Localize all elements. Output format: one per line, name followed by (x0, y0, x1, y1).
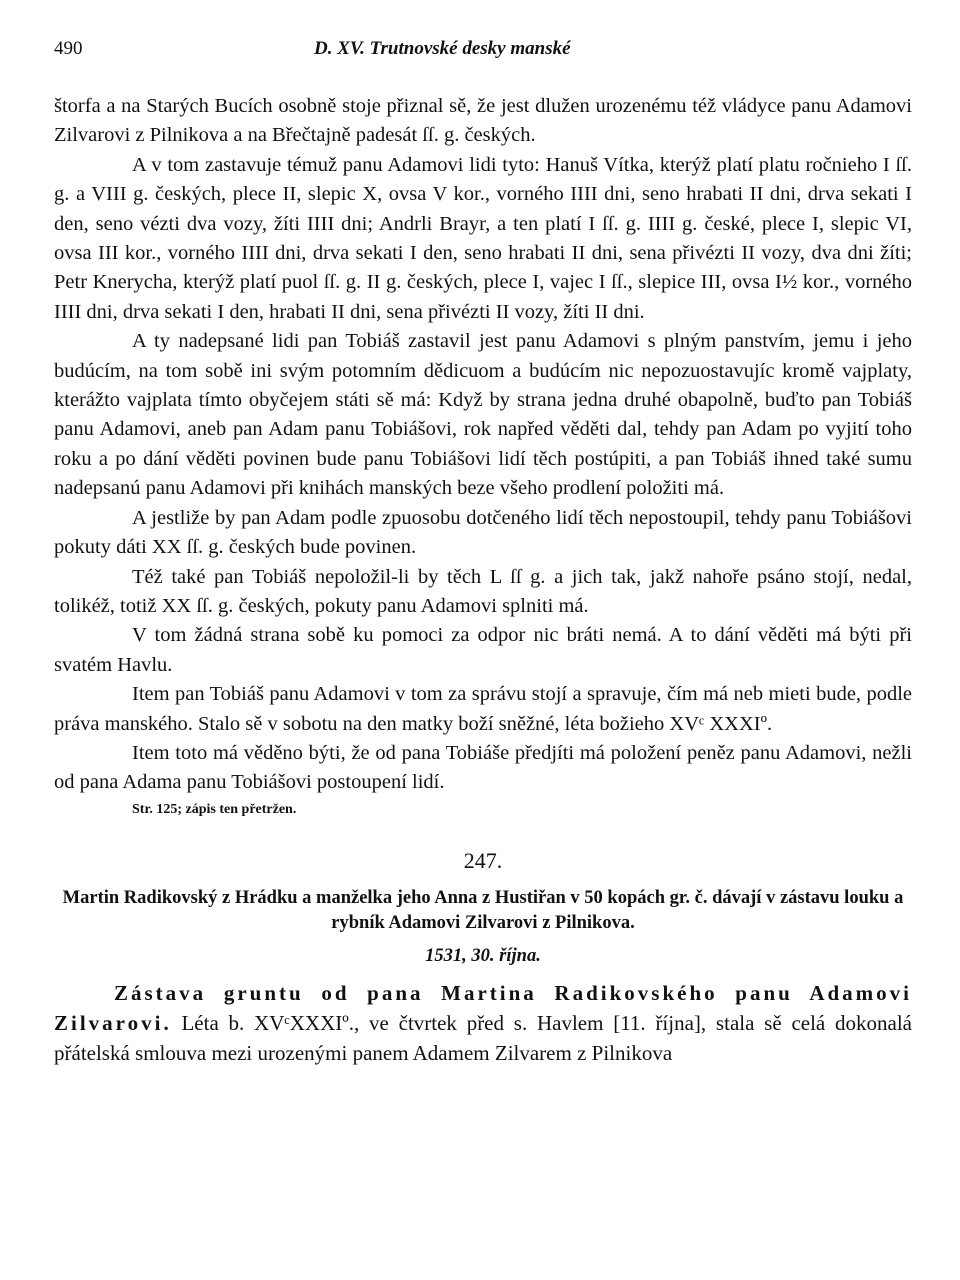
document-regest: Martin Radikovský z Hrádku a manželka jeho Anna z Hustiřan v 50 kopách gr. č. dávají v zástavu louku a rybník Adamovi Zilvarovi z Pilnikova. (62, 887, 904, 933)
page-number: 490 (54, 38, 83, 59)
editorial-note: Str. 125; zápis ten přetržen. (132, 801, 297, 817)
body-text (54, 92, 912, 798)
paragraph: Item toto má věděno býti, že od pana Tobiáše předjíti má položení peněz panu Adamovi, nežli od pana Adama panu Tobiášovi postoupení lidí. (54, 741, 912, 794)
page (54, 38, 912, 1068)
document-text (54, 978, 912, 1068)
running-title: D. XV. Trutnovské desky manské (314, 38, 571, 59)
paragraph: A v tom zastavuje témuž panu Adamovi lidi tyto: Hanuš Vítka, kterýž platí platu ročnieho I ſſ. g. a VIII g. českých, plece II, slepic X, ovsa V kor., vorného IIII dni, seno hrabati II dni, drva sekati I den, seno vézti dva vozy, žíti IIII dni; Andrli Brayr, a ten platí I ſſ. g. IIII g. české, plece I, slepic VI, ovsa III kor., vorného IIII dni, drva sekati I den, seno hrabati II dni, sena přivézti II vozy, dva dni žíti; Petr Knerycha, kterýž platí puol ſſ. g. II g. českých, plece I, vajec I ſſ., slepice III, ovsa I½ kor., vorného IIII dni, drva sekati I den, hrabati II dni, sena přivézti II vozy, žíti II dni. (54, 153, 912, 323)
running-head (54, 38, 912, 70)
paragraph: štorfa a na Starých Bucích osobně stoje přiznal sě, že jest dlužen urozenému též vládyce panu Adamovi Zilvarovi z Pilnikova a na Břečtajně padesát ſſ. g. českých. (54, 95, 912, 147)
paragraph: Též také pan Tobiáš nepoložil-li by těch L ſſ g. a jich tak, jakž nahoře psáno stojí, nedal, tolikéž, totiž XX ſſ. g. českých, pokuty panu Adamovi splniti má. (54, 565, 912, 617)
paragraph: A jestliže by pan Adam podle zpuosobu dotčeného lidí těch nepostoupil, tehdy panu Tobiášovi pokuty dáti XX ſſ. g. českých bude povinen. (54, 506, 912, 559)
paragraph: A ty nadepsané lidi pan Tobiáš zastavil jest panu Adamovi s plným panstvím, jemu i jeho budúcím, na tom sobě ini svým potomním dědicuom a budúcím nic nepozuostavujíc kromě vajplaty, kterážto vajplata tímto obyčejem státi sě má: Když by strana jedna druhé obapolně, buďto pan Tobiáš panu Adamovi, aneb pan Adam panu Tobiášovi, rok napřed věděti dal, tehdy pan Adam po vyjití toho roku a po dání věděti povinen bude panu Tobiášovi lidí těch postúpiti, a pan Tobiáš ihned také sumu nadepsanú panu Adamovi při knihách manských beze všeho prodlení položiti má. (54, 330, 912, 500)
paragraph: Item pan Tobiáš panu Adamovi v tom za správu stojí a spravuje, čím má neb mieti bude, podle práva manského. Stalo sě v sobotu na den matky boží sněžné, léta božieho XVᶜ XXXIº. (54, 683, 912, 735)
document-text-rest: Léta b. XVᶜXXXIº., ve čtvrtek před s. Havlem [11. října], stala sě celá dokonalá přátelská smlouva mezi urozenými panem Adamem Zilvarem z Pilnikova (54, 1010, 912, 1065)
document-number: 247. (463, 847, 503, 873)
document-date: 1531, 30. října. (425, 945, 541, 966)
document-title-spaced: Zástava gruntu od pana Martina Radikovského panu Adamovi Zilvarovi. (54, 980, 912, 1035)
paragraph: V tom žádná strana sobě ku pomoci za odpor nic bráti nemá. A to dání věděti má býti při svatém Havlu. (54, 624, 912, 676)
